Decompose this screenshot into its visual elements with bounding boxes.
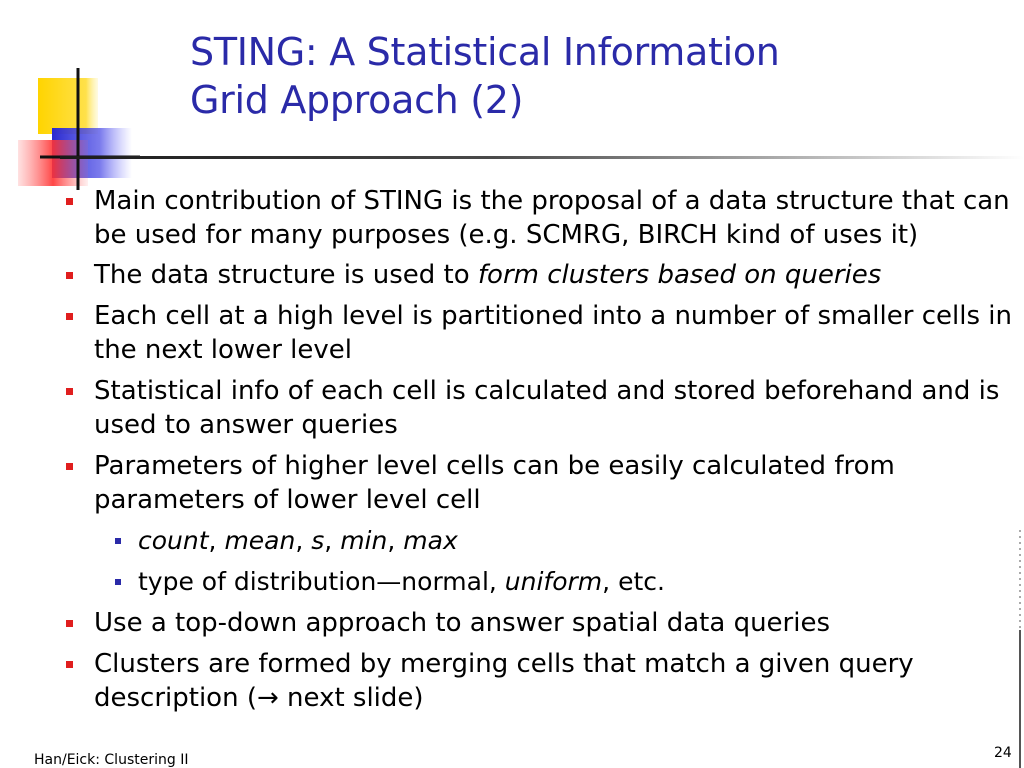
bullet-square-icon — [66, 661, 73, 668]
right-arrow-icon: → — [256, 683, 279, 713]
bullet-text: Statistical info of each cell is calculated and stored beforehand and is used to answer queries — [94, 376, 1000, 440]
stat-max: max — [403, 526, 458, 555]
separator: , — [324, 526, 341, 555]
bullet-square-icon — [66, 272, 73, 279]
bullet-emphasis: uniform — [504, 567, 603, 596]
bullet-list — [0, 184, 1024, 715]
bullet-text: The data structure is used to — [94, 260, 478, 290]
title-divider — [60, 156, 1024, 159]
slide-title — [190, 28, 990, 124]
sub-bullet-item — [0, 524, 1008, 558]
bullet-square-icon — [66, 463, 73, 470]
slide-title-line2: Grid Approach (2) — [190, 78, 524, 122]
stat-count: count — [138, 526, 209, 555]
slide-logo-decoration — [0, 0, 140, 200]
bullet-item — [0, 184, 1014, 252]
footer-text: Han/Eick: Clustering II — [34, 752, 189, 768]
bullet-text: Clusters are formed by merging cells that match a given query description ( — [94, 649, 914, 713]
bullet-item — [0, 449, 1014, 517]
bullet-item — [0, 299, 1014, 367]
bullet-text: type of distribution—normal, — [138, 567, 505, 596]
bullet-text-after: next slide) — [278, 683, 424, 713]
bullet-square-icon — [115, 538, 121, 544]
bullet-square-icon — [66, 313, 73, 320]
bullet-item — [0, 647, 1014, 715]
bullet-square-icon — [66, 620, 73, 627]
stat-s: s — [311, 526, 325, 555]
bullet-item — [0, 258, 1014, 292]
sub-bullet-item — [0, 565, 1008, 599]
separator: , — [387, 526, 404, 555]
bullet-square-icon — [66, 388, 73, 395]
bullet-item — [0, 374, 1014, 442]
stat-mean: mean — [224, 526, 296, 555]
stat-min: min — [340, 526, 388, 555]
bullet-text-after: , etc. — [602, 567, 665, 596]
slide-title-line1: STING: A Statistical Information — [190, 30, 780, 74]
bullet-text: Use a top-down approach to answer spatial data queries — [94, 608, 830, 638]
bullet-item — [0, 606, 1014, 640]
edge-line — [1019, 630, 1021, 768]
bullet-text: Parameters of higher level cells can be easily calculated from parameters of lower level cell — [94, 451, 895, 515]
bullet-square-icon — [66, 198, 73, 205]
separator: , — [295, 526, 312, 555]
page-number: 24 — [994, 745, 1012, 761]
bullet-text: Main contribution of STING is the proposal of a data structure that can be used for many purposes (e.g. SCMRG, BIRCH kind of uses it) — [94, 186, 1010, 250]
edge-decoration — [1019, 530, 1021, 630]
bullet-square-icon — [115, 579, 121, 585]
bullet-emphasis: form clusters based on queries — [477, 260, 882, 290]
separator: , — [208, 526, 225, 555]
bullet-text: Each cell at a high level is partitioned into a number of smaller cells in the next lower level — [94, 301, 1012, 365]
